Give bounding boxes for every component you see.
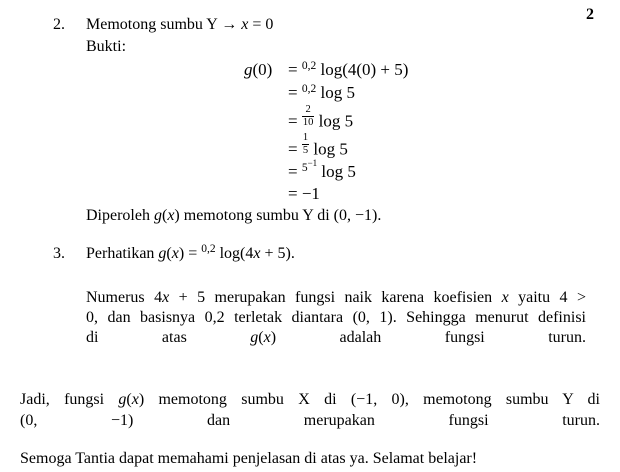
- equation-rhs: = $^{5^{-1}}$ log 5: [288, 158, 356, 181]
- list-item-3: [53, 243, 620, 348]
- equation-rhs: = $^{0,2}$ log(4(0) + 5): [288, 60, 409, 79]
- paragraph-line: Numerus 4x + 5 merupakan fungsi naik karena koefisien x yaitu 4 >: [86, 289, 587, 306]
- farewell-message: Semoga Tantia dapat memahami penjelasan di atas ya. Selamat belajar!: [20, 450, 478, 467]
- paragraph-line: di atas g(x) adalah fungsi turun.: [86, 329, 586, 346]
- item-2-conclusion: Diperoleh g(x) memotong sumbu Y di (0, −1).: [86, 207, 382, 224]
- summary-line: (0, −1) dan merupakan fungsi turun.: [20, 412, 600, 429]
- equation-row: [244, 132, 620, 160]
- list-item-2: [53, 0, 620, 226]
- item-number: 2.: [53, 16, 65, 33]
- equation-rhs: = $\frac{2}{10}$ log 5: [288, 104, 354, 131]
- equation-rhs: = $\frac{1}{5}$ log 5: [288, 132, 348, 159]
- equation-row: [244, 183, 620, 204]
- equation-rhs: = $^{0,2}$ log 5: [288, 83, 355, 102]
- item-3-paragraph: [86, 288, 586, 348]
- summary-line: Jadi, fungsi g(x) memotong sumbu X di (−1, 0), memotong sumbu Y di: [20, 391, 600, 408]
- paragraph-line: 0, dan basisnya 0,2 terletak diantara (0, 1). Sehingga menurut definisi: [86, 309, 586, 326]
- equation-rhs: = −1: [288, 184, 320, 203]
- item-2-title: Memotong sumbu Y → x = 0: [86, 16, 274, 33]
- item-2-body: [86, 14, 620, 226]
- page-number: 2: [586, 6, 594, 23]
- proof-label: Bukti:: [86, 38, 127, 55]
- item-number: 3.: [53, 245, 65, 262]
- equation-row: [244, 58, 620, 81]
- equation-block: [244, 58, 620, 204]
- item-3-title: Perhatikan g(x) = $^{0,2}$ log(4x + 5).: [86, 243, 295, 262]
- equation-row: [244, 81, 620, 104]
- closing-summary: [20, 389, 600, 431]
- equation-row: [244, 160, 620, 183]
- equation-lhs: g(0): [244, 60, 273, 79]
- equation-row: [244, 104, 620, 132]
- item-3-body: [86, 243, 620, 348]
